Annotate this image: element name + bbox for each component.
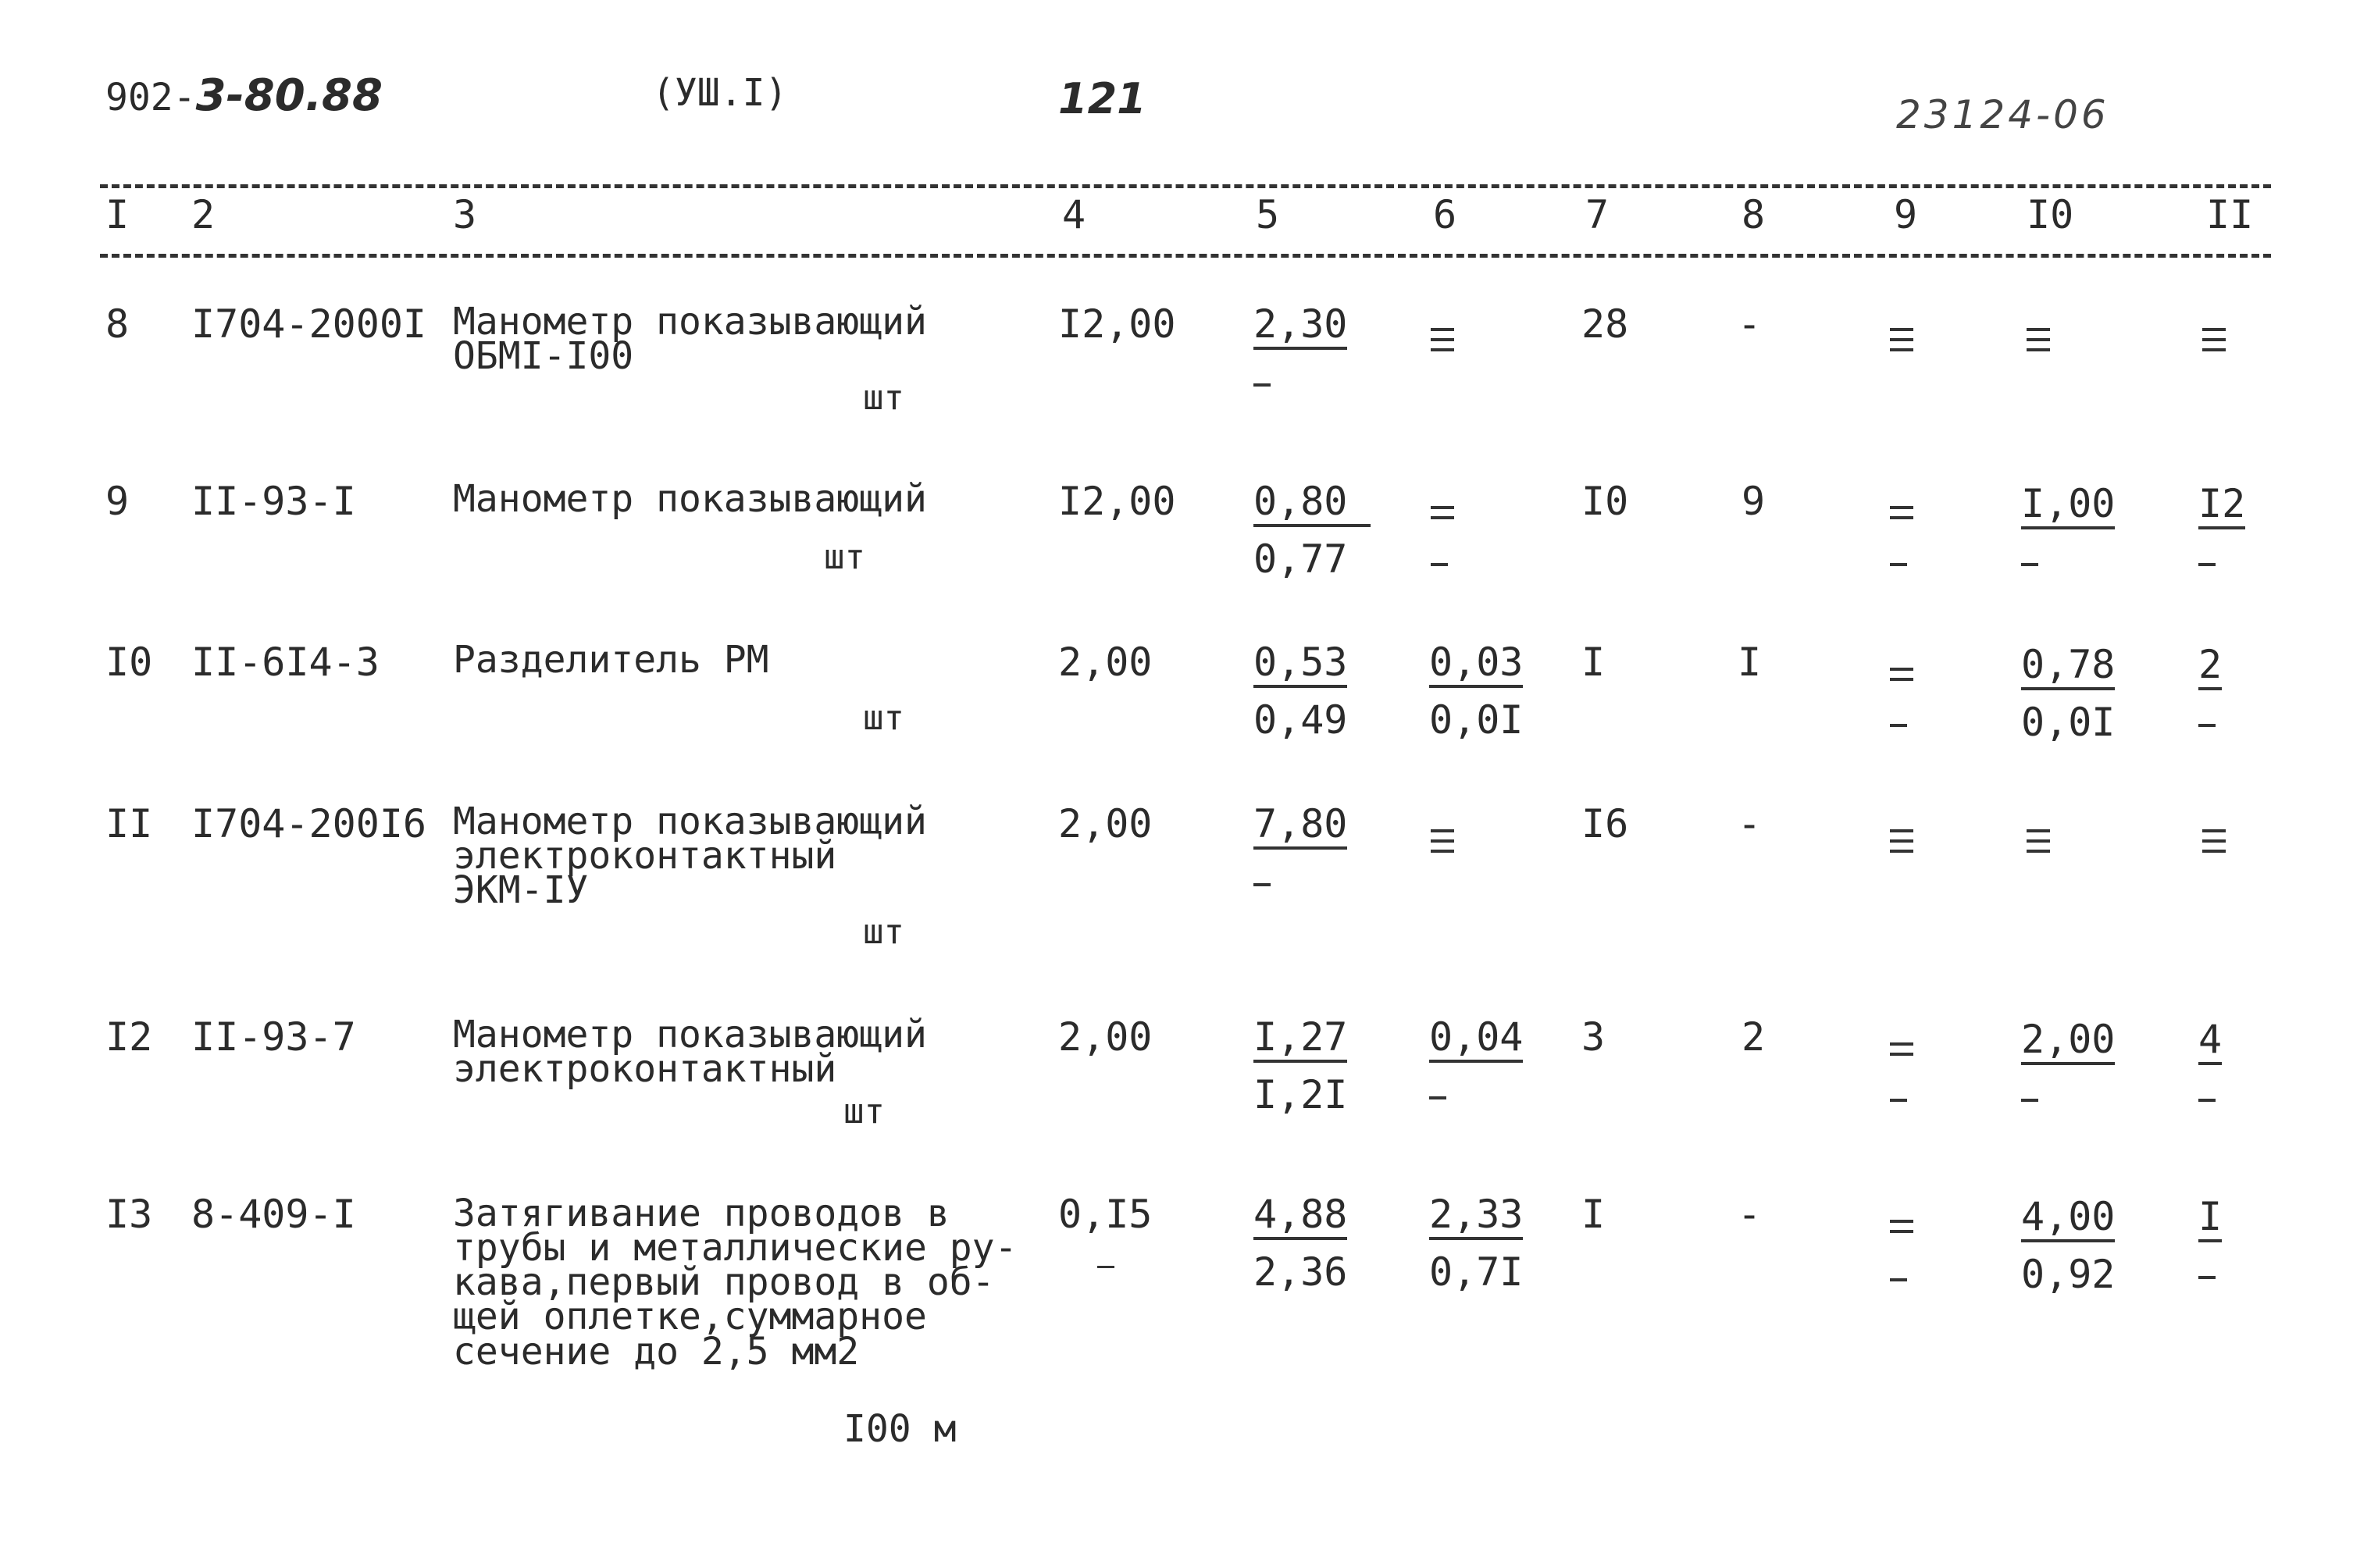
document-code: 23124-06 <box>1896 92 2109 137</box>
row-quantity: I2,00 <box>1058 301 1176 347</box>
col8-value: 9 <box>1742 479 1766 524</box>
column-header-1: I <box>105 192 130 237</box>
row-description <box>453 638 769 682</box>
column-header-7: 7 <box>1585 192 1610 237</box>
col10-denominator-dash <box>2021 542 2115 581</box>
ditto-mark <box>2202 829 2226 860</box>
row-code: II-93-7 <box>191 1014 356 1060</box>
ditto-mark <box>2027 829 2050 860</box>
col11-denominator-dash <box>2198 542 2245 581</box>
col5-denominator: I,2I <box>1253 1072 1348 1117</box>
col7-value: I <box>1581 640 1606 685</box>
description-line: Манометр показывающий <box>453 300 927 344</box>
col5-value <box>1253 640 1348 743</box>
row-number: 8 <box>105 301 130 347</box>
document-number <box>105 70 383 121</box>
col7-value: 3 <box>1581 1014 1606 1060</box>
row-unit: шт <box>843 1092 885 1131</box>
col6-numerator: 0,04 <box>1429 1017 1523 1063</box>
col10-denominator: 0,92 <box>2021 1252 2116 1297</box>
col8-value: - <box>1738 1192 1762 1237</box>
dash-mark <box>1890 1271 1907 1286</box>
row-number: I0 <box>105 640 153 685</box>
column-header-2: 2 <box>191 192 216 237</box>
col6-value <box>1429 640 1524 743</box>
col5-numerator: 0,80 <box>1253 482 1371 527</box>
ditto-mark <box>1890 829 1913 860</box>
description-line: сечение до 2,5 мм2 <box>453 1329 860 1374</box>
row-code: I704-2000I <box>191 301 427 347</box>
dash-mark <box>1431 556 1448 571</box>
ditto-mark <box>2027 328 2050 358</box>
row-unit: шт <box>824 537 865 577</box>
ditto-mark <box>1431 829 1454 860</box>
row-quantity: 2,00 <box>1058 1014 1153 1060</box>
description-line: ОБМI-I00 <box>453 334 634 379</box>
row-number: 9 <box>105 479 130 524</box>
col11-numerator: I <box>2198 1197 2222 1242</box>
col5-numerator: 4,88 <box>1253 1195 1347 1240</box>
row-number: I3 <box>105 1192 153 1237</box>
row-code: 8-409-I <box>191 1192 356 1237</box>
section-label: (УШ.I) <box>652 71 788 115</box>
col6-numerator: 0,03 <box>1429 643 1523 688</box>
col10-value <box>2021 1194 2116 1297</box>
col11-value <box>2198 1017 2223 1117</box>
ditto-mark <box>1890 506 1913 526</box>
col10-numerator: 0,78 <box>2021 645 2115 690</box>
col6-denominator: 0,7I <box>1429 1249 1524 1295</box>
col7-value: I0 <box>1581 479 1629 524</box>
col5-numerator: 7,80 <box>1253 804 1347 850</box>
col11-denominator-dash <box>2198 703 2222 742</box>
col6-denominator-dash <box>1429 1075 1523 1114</box>
col8-value: - <box>1738 301 1762 347</box>
col5-denominator: 0,77 <box>1253 536 1348 582</box>
dash-mark <box>1890 556 1907 571</box>
col5-numerator: I,27 <box>1253 1017 1347 1063</box>
ditto-mark <box>1890 668 1913 688</box>
col5-denominator-dash <box>1253 362 1347 401</box>
dash-mark <box>1890 717 1907 732</box>
quantity-dash-mark <box>1097 1259 1114 1274</box>
col5-denominator: 2,36 <box>1253 1249 1348 1295</box>
col5-denominator: 0,49 <box>1253 697 1348 743</box>
ditto-mark <box>1431 506 1454 526</box>
col6-numerator: 2,33 <box>1429 1195 1523 1240</box>
row-quantity: 0,I5 <box>1058 1192 1153 1237</box>
description-line: Затягивание проводов в <box>453 1192 950 1235</box>
description-line: трубы и металлические ру- <box>453 1226 1018 1270</box>
col11-numerator: 2 <box>2198 645 2222 690</box>
row-description <box>453 1192 1018 1374</box>
header-bottom-rule <box>100 254 2271 258</box>
column-header-3: 3 <box>453 192 477 237</box>
col11-numerator: I2 <box>2198 484 2245 529</box>
description-line: щей оплетке,суммарное <box>453 1295 927 1339</box>
header-top-rule <box>100 184 2271 188</box>
column-header-10: I0 <box>2027 192 2074 237</box>
col10-value <box>2021 642 2116 745</box>
row-description <box>453 1013 927 1092</box>
row-code: II-93-I <box>191 479 356 524</box>
col11-numerator: 4 <box>2198 1020 2222 1065</box>
row-number: II <box>105 801 153 846</box>
col5-value <box>1253 479 1371 582</box>
col10-numerator: 2,00 <box>2021 1020 2115 1065</box>
col11-value <box>2198 1194 2223 1294</box>
col7-value: 28 <box>1581 301 1629 347</box>
col11-value <box>2198 481 2246 581</box>
ditto-mark <box>1431 328 1454 358</box>
page-number: 121 <box>1058 74 1146 123</box>
col6-denominator: 0,0I <box>1429 697 1524 743</box>
col6-value <box>1429 1192 1524 1295</box>
row-description <box>453 300 927 379</box>
col11-denominator-dash <box>2198 1255 2222 1294</box>
row-code: II-6I4-3 <box>191 640 380 685</box>
col11-value <box>2198 642 2223 742</box>
description-line: электроконтактный <box>453 1047 837 1092</box>
description-line: Манометр показывающий <box>453 477 927 521</box>
description-line: Манометр показывающий <box>453 1013 927 1057</box>
row-unit: шт <box>863 378 904 418</box>
row-code: I704-200I6 <box>191 801 427 846</box>
col7-value: I <box>1581 1192 1606 1237</box>
col6-value <box>1429 1014 1524 1114</box>
ditto-mark <box>1890 1220 1913 1240</box>
description-line: ЭКМ-IУ <box>453 868 589 913</box>
col5-value <box>1253 801 1348 901</box>
document-number-prefix: 902- <box>105 76 196 119</box>
col8-value: - <box>1738 801 1762 846</box>
dash-mark <box>1890 1092 1907 1107</box>
column-header-11: II <box>2206 192 2254 237</box>
col8-value: 2 <box>1742 1014 1766 1060</box>
row-number: I2 <box>105 1014 153 1060</box>
col5-value <box>1253 301 1348 401</box>
column-header-9: 9 <box>1894 192 1918 237</box>
row-unit: шт <box>863 912 904 952</box>
col10-denominator: 0,0I <box>2021 700 2116 745</box>
row-quantity: 2,00 <box>1058 640 1153 685</box>
row-unit: шт <box>863 698 904 738</box>
col11-denominator-dash <box>2198 1078 2222 1117</box>
column-header-6: 6 <box>1433 192 1457 237</box>
ditto-mark <box>1890 1042 1913 1063</box>
col5-denominator-dash <box>1253 862 1347 901</box>
col10-value <box>2021 481 2116 581</box>
col8-value: I <box>1738 640 1762 685</box>
col5-value <box>1253 1014 1348 1117</box>
row-unit: I00 м <box>843 1407 957 1451</box>
col10-denominator-dash <box>2021 1078 2115 1117</box>
col10-numerator: 4,00 <box>2021 1197 2115 1242</box>
col5-value <box>1253 1192 1348 1295</box>
column-header-5: 5 <box>1256 192 1280 237</box>
description-line: электроконтактный <box>453 834 837 878</box>
ditto-mark <box>1890 328 1913 358</box>
row-description <box>453 800 927 913</box>
column-header-8: 8 <box>1742 192 1766 237</box>
ditto-mark <box>2202 328 2226 358</box>
description-line: Манометр показывающий <box>453 800 927 843</box>
row-description <box>453 477 927 521</box>
document-number-handwritten: 3-80.88 <box>195 70 383 121</box>
col5-numerator: 2,30 <box>1253 305 1347 350</box>
row-quantity: 2,00 <box>1058 801 1153 846</box>
column-header-4: 4 <box>1062 192 1086 237</box>
col5-numerator: 0,53 <box>1253 643 1347 688</box>
description-line: кава,первый провод в об- <box>453 1260 995 1305</box>
col10-numerator: I,00 <box>2021 484 2115 529</box>
col10-value <box>2021 1017 2116 1117</box>
row-quantity: I2,00 <box>1058 479 1176 524</box>
col7-value: I6 <box>1581 801 1629 846</box>
description-line: Разделитель РМ <box>453 638 769 682</box>
